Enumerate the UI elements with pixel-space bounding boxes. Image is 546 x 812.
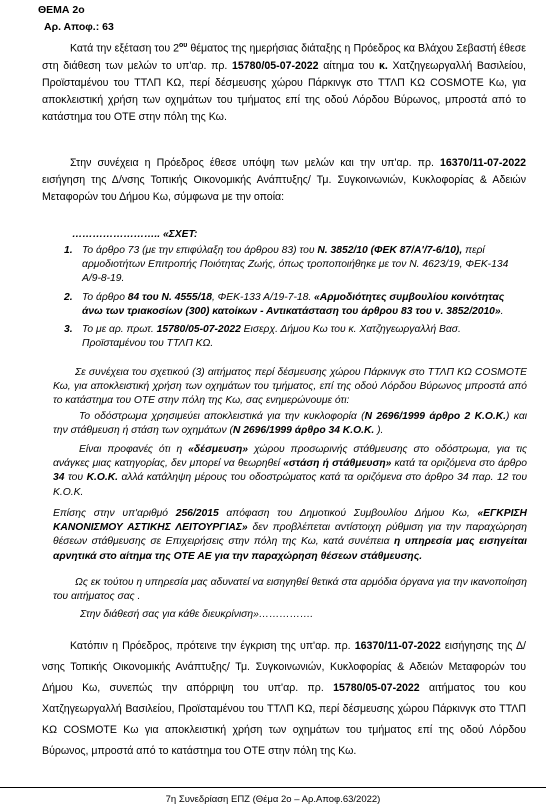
text-run: αίτημα του [318,59,379,72]
list-item [56,244,526,287]
text-run: Χατζηγεωργαλλή Βασιλείου, Προϊσταμένου του ΤΤΛΠ ΚΩ, περί δέσμευσης χώρου Πάρκινγκ στο ΤΤΛΠ ΚΩ COSMOTE Κω, για αποκλειστική χρήση των οχημάτων του τμήματος επί της οδού Λόρδου Βύρωνος, μπροστά από το κατάστημα του ΟΤΕ στην πόλη της Κω. [42,59,526,124]
quote-paragraph-5: Ως εκ τούτου η υπηρεσία μας αδυνατεί να εισηγηθεί θετικά στα αρμόδια όργανα για την ικανοποίηση του αιτήματος σας . [53,577,527,603]
emphasis: 256/2015 [175,508,219,519]
text-run: Το άρθρο 73 (με την επιφύλαξη του άρθρου 83) του [82,245,318,256]
text-run: θέματος της ημερήσιας διάταξης η Πρόεδρος κα Βλάχου Σεβαστή έθεσε στη διάθεση των μελών το υπ'αρ. πρ. [42,42,526,72]
protocol-ref: 15780/05-07-2022 [231,59,319,72]
law-ref: 84 του Ν. 4555/18 [127,291,212,303]
quote-paragraph-3 [53,443,527,500]
intro-paragraph [42,40,526,126]
text-run: απόφαση του Δημοτικού Συμβουλίου Δήμου Κω, [218,508,478,519]
text-run: Το οδόστρωμα χρησιμεύει αποκλειστικά για την κυκλοφορία ( [79,411,365,422]
text-run: Στην συνέχεια η Πρόεδρος έθεσε υπόψη των μελών και την υπ'αρ. πρ. [70,157,440,169]
text-run: κ. [378,59,388,72]
text-run: Επίσης στην υπ'αριθμό [53,508,176,519]
text-run: χώρου προσωρινής στάθμευσης στο οδόστρωμα, για τις ανάγκες μιας κατηγορίας, δεν μπορεί να θεωρηθεί [53,444,528,470]
text-run: ). [374,425,384,437]
protocol-ref: 16370/11-07-2022 [439,157,526,169]
emphasis: «στάση ή στάθμευση» [283,458,392,470]
second-paragraph [42,155,526,206]
text-run: κατά τα οριζόμενα στο άρθρο [391,458,528,470]
heading-text: …………………….. «ΣΧΕΤ: [72,229,198,240]
text-run: Εισερχ. Δήμου Κω του κ. Χατζηγεωργαλλή Βασ. Προϊσταμένου του ΤΤΛΠ ΚΩ. [82,324,461,350]
text-run: αλλά κατάληψη μέρους του οδοστρώματος κατά τα οριζόμενα στο άρθρο 34 παρ. 12 του Κ.Ο.Κ. [53,472,527,498]
law-ref: Ν. 3852/10 (ΦΕΚ 87/Α'/7-6/10), [317,245,463,256]
closing-paragraph [42,636,526,762]
list-item [56,291,526,319]
quote-paragraph-2 [53,410,527,438]
footer-divider [0,787,546,788]
protocol-ref: 16370/11-07-2022 [354,640,441,652]
document-header [38,2,114,36]
protocol-ref: 15780/05-07-2022 [333,681,420,694]
quote-paragraph-4 [53,507,527,564]
text-run: Κατόπιν η Πρόεδρος, πρότεινε την έγκριση της υπ'αρ. πρ. [70,640,355,652]
emphasis: «δέσμευση» [188,444,249,455]
text-run: Το άρθρο [82,291,128,303]
law-title: «Αρμοδιότητες συμβουλίου κοινότητας άνω των τριακοσίων (300) κατοίκων - Αντικατάσταση του άρθρου 83 του ν. 3852/2010» [82,291,505,317]
text-run: περί αρμοδιοτήτων Επιτροπής Ποιότητας Ζωής, όπως τροποποιήθηκε με τον Ν. 4623/19, ΦΕΚ-134 Α/9-8-19. [82,245,509,285]
page-footer: 7η Συνεδρίαση ΕΠΖ (Θέμα 2ο – Αρ.Αποφ.63/2022) [165,794,381,805]
quote-heading [72,228,522,242]
emphasis: η υπηρεσία μας εισηγείται αρνητικά στο αίτημα της ΟΤΕ ΑΕ για την παραχώρηση θέσεων στάθμευσης. [53,536,527,562]
law-ref: Ν 2696/1999 άρθρο 34 Κ.Ο.Κ. [232,425,375,437]
emphasis: Κ.Ο.Κ. [86,472,119,484]
quote-paragraph-6: Στην διάθεσή σας για κάθε διευκρίνιση»……………. [80,609,314,620]
list-number: 1. [64,245,73,256]
reference-list [56,244,526,351]
text-run: , ΦΕΚ-133 Α/19-7-18. [211,291,315,303]
text-run: εισήγησης της Δ/νσης Τοπικής Οικονομικής Ανάπτυξης/ Τμ. Συγκοινωνιών, Κυκλοφορίας & Αδειών Μεταφορών του Δήμου Κω, συνεπώς την απόρριψη του υπ'αρ. πρ. [42,640,526,694]
list-number: 2. [64,291,73,303]
list-item [56,323,526,351]
text-run: . [500,305,504,317]
emphasis: «ΕΓΚΡΙΣΗ ΚΑΝΟΝΙΣΜΟΥ ΑΣΤΙΚΗΣ ΛΕΙΤΟΥΡΓΙΑΣ» [53,508,527,534]
protocol-ref: 15780/05-07-2022 [156,324,241,336]
text-run: ) και την στάθμευση ή στάση των οχημάτων ( [53,411,527,437]
text-run: Το με αρ. πρωτ. [82,324,157,336]
text-run: Κατά την εξέταση του 2 [70,42,180,55]
list-number: 3. [64,324,73,336]
text-run: αιτήματος του κου Χατζηγεωργαλλή Βασιλείου, Προϊσταμένου του ΤΤΛΠ ΚΩ, περί δέσμευσης χώρου Πάρκινγκ στο ΤΤΛΠ ΚΩ COSMOTE Κω για αποκλειστική χρήση των οχημάτων του τμήματος επί της οδού Λόρδου Βύρωνος, μπροστά από το κατάστημα του ΟΤΕ στην πόλη της Κω. [42,681,527,757]
text-run: Είναι προφανές ότι η [79,444,189,455]
emphasis: 34 [53,472,65,484]
decision-number: Αρ. Αποφ.: 63 [44,21,114,33]
superscript: ου [179,42,188,49]
theme-heading: ΘΕΜΑ 2ο [38,4,85,16]
quote-paragraph-1: Σε συνέχεια του σχετικού (3) αιτήματος περί δέσμευσης χώρου Πάρκινγκ στο ΤΤΛΠ ΚΩ COSMOTE Κω, για αποκλειστική χρήση των οχημάτων του τμήματος, επί της οδού Λόρδου Βύρωνος μπροστά από το κατάστημα του ΟΤΕ στην πόλη της Κω, σας ενημερώνουμε ότι: [53,367,527,407]
text-run: δεν προβλέπεται αντίστοιχη ρύθμιση για την παραχώρηση θέσεων στάθμευσης σε Επιχειρήσεις στην πόλη της Κω, κατά συνέπεια [53,522,527,548]
law-ref: Ν 2696/1999 άρθρο 2 Κ.Ο.Κ. [364,411,507,422]
text-run: εισήγηση της Δ/νσης Τοπικής Οικονομικής Ανάπτυξης/ Τμ. Συγκοινωνιών, Κυκλοφορίας & Αδειών Μεταφορών του Δήμου Κω, σύμφωνα με την οποία: [42,174,526,204]
text-run: του [64,472,87,484]
